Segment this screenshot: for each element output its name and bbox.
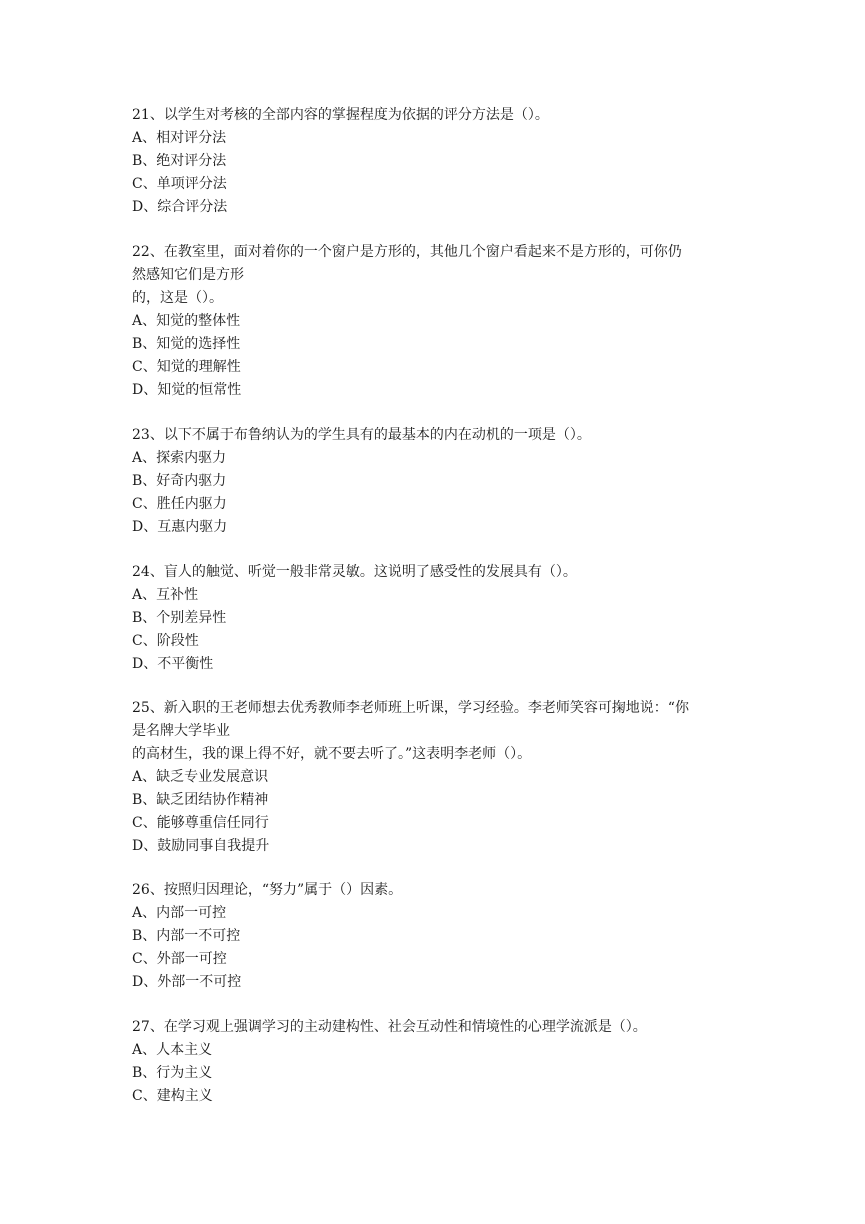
option-c: C、外部一可控 bbox=[132, 951, 227, 967]
question-stem: 21、以学生对考核的全部内容的掌握程度为依据的评分方法是（）。 bbox=[132, 107, 549, 123]
question-stem: 27、在学习观上强调学习的主动建构性、社会互动性和情境性的心理学流派是（）。 bbox=[132, 1019, 647, 1035]
option-d: D、不平衡性 bbox=[132, 656, 214, 672]
option-c: C、能够尊重信任同行 bbox=[132, 815, 269, 831]
option-c: C、阶段性 bbox=[132, 633, 199, 649]
question-stem-continued: 是名牌大学毕业 bbox=[132, 723, 230, 739]
question-22 bbox=[132, 241, 742, 402]
option-a: A、缺乏专业发展意识 bbox=[132, 769, 269, 785]
option-c: C、胜任内驱力 bbox=[132, 496, 227, 512]
question-stem: 23、以下不属于布鲁纳认为的学生具有的最基本的内在动机的一项是（）。 bbox=[132, 427, 591, 443]
option-d: D、综合评分法 bbox=[132, 199, 228, 215]
question-stem: 22、在教室里，面对着你的一个窗户是方形的，其他几个窗户看起来不是方形的，可你仍 bbox=[132, 244, 682, 260]
question-27 bbox=[132, 1016, 742, 1108]
question-stem: 24、盲人的触觉、听觉一般非常灵敏。这说明了感受性的发展具有（）。 bbox=[132, 564, 577, 580]
option-b: B、绝对评分法 bbox=[132, 153, 227, 169]
option-d: D、互惠内驱力 bbox=[132, 519, 228, 535]
question-23 bbox=[132, 424, 742, 539]
option-b: B、行为主义 bbox=[132, 1065, 213, 1081]
option-a: A、内部一可控 bbox=[132, 905, 227, 921]
option-b: B、好奇内驱力 bbox=[132, 473, 227, 489]
option-a: A、人本主义 bbox=[132, 1042, 213, 1058]
option-b: B、缺乏团结协作精神 bbox=[132, 792, 269, 808]
question-stem-continued: 的，这是（）。 bbox=[132, 290, 223, 306]
question-stem-continued: 然感知它们是方形 bbox=[132, 267, 244, 283]
question-21 bbox=[132, 104, 742, 219]
option-c: C、单项评分法 bbox=[132, 176, 227, 192]
question-24 bbox=[132, 561, 742, 676]
option-d: D、外部一不可控 bbox=[132, 974, 242, 990]
question-25 bbox=[132, 697, 742, 858]
option-a: A、互补性 bbox=[132, 587, 199, 603]
option-a: A、知觉的整体性 bbox=[132, 313, 241, 329]
question-stem-continued: 的高材生，我的课上得不好，就不要去听了。”这表明李老师（）。 bbox=[132, 746, 532, 762]
option-c: C、建构主义 bbox=[132, 1088, 213, 1104]
option-a: A、探索内驱力 bbox=[132, 450, 227, 466]
question-stem: 25、新入职的王老师想去优秀教师李老师班上听课，学习经验。李老师笑容可掬地说：“你 bbox=[132, 700, 689, 716]
option-d: D、鼓励同事自我提升 bbox=[132, 838, 270, 854]
option-c: C、知觉的理解性 bbox=[132, 359, 241, 375]
question-26 bbox=[132, 879, 742, 994]
question-stem: 26、按照归因理论，“努力”属于（）因素。 bbox=[132, 882, 403, 898]
option-b: B、内部一不可控 bbox=[132, 928, 241, 944]
option-b: B、知觉的选择性 bbox=[132, 336, 241, 352]
option-d: D、知觉的恒常性 bbox=[132, 382, 242, 398]
option-a: A、相对评分法 bbox=[132, 130, 227, 146]
option-b: B、个别差异性 bbox=[132, 610, 227, 626]
